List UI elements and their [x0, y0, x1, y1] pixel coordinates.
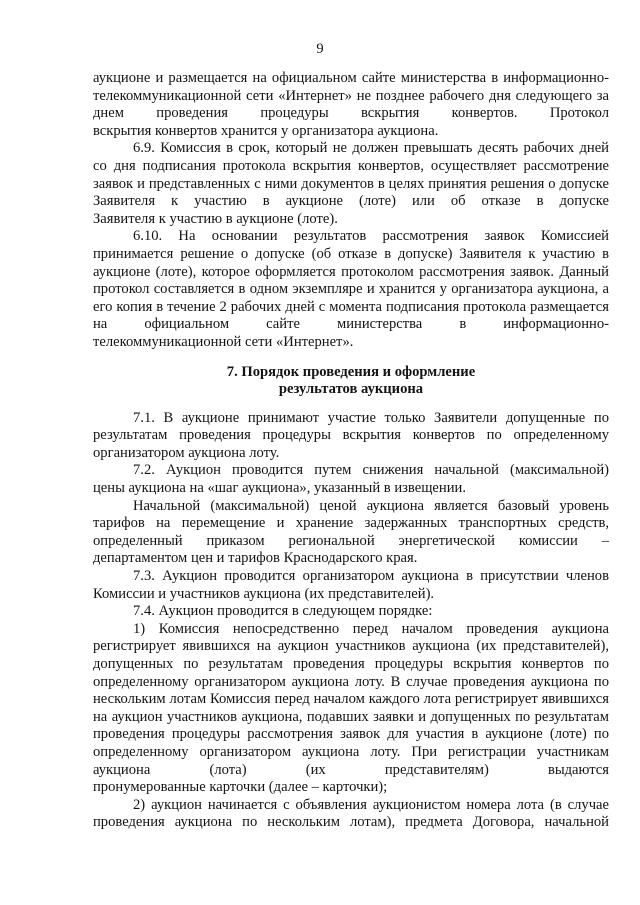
paragraph-text: телекоммуникационной сети «Интернет». — [93, 333, 354, 350]
paragraph-text: 7.4. Аукцион проводится в следующем порядке: — [133, 603, 433, 620]
paragraph-7-3 — [93, 568, 609, 586]
paragraph-7-2-end — [93, 480, 609, 498]
paragraph-continuation-end — [93, 123, 609, 141]
paragraph-base-price — [93, 498, 609, 551]
paragraph-text: Начальной (максимальной) ценой аукциона является базовый уровень тарифов на перемещение и хранение задержанных транспортных средств, определенный приказом региональной энергетической комиссии – — [93, 497, 609, 549]
paragraph-7-3-end — [93, 586, 609, 604]
paragraph-item-2 — [93, 797, 609, 832]
paragraph-6-9-end — [93, 211, 609, 229]
paragraph-item-1-end — [93, 779, 609, 797]
paragraph-text: Заявителя к участию в аукционе (лоте). — [93, 210, 338, 227]
paragraph-text: 7.1. В аукционе принимают участие только Заявители допущенные по результатам проведения процедуры вскрытия конвертов по определенному — [93, 409, 609, 444]
paragraph-text: Комиссии и участников аукциона (их представителей). — [93, 585, 435, 602]
document-body — [93, 70, 609, 832]
section-heading — [93, 364, 609, 399]
paragraph-text: 2) аукцион начинается с объявления аукционистом номера лота (в случае проведения аукциона по нескольким лотам), предмета Договора, начальной — [93, 796, 609, 831]
paragraph-7-4 — [93, 603, 609, 621]
paragraph-text: 7.2. Аукцион проводится путем снижения начальной (максимальной) — [133, 462, 609, 479]
paragraph-text: 7.3. Аукцион проводится организатором аукциона в присутствии членов — [133, 568, 609, 585]
paragraph-item-1 — [93, 621, 609, 779]
paragraph-continuation — [93, 70, 609, 123]
paragraph-text: департаментом цен и тарифов Краснодарского края. — [93, 550, 418, 567]
paragraph-6-9 — [93, 140, 609, 210]
paragraph-text: 6.9. Комиссия в срок, который не должен превышать десять рабочих дней со дня подписания протокола вскрытия конвертов, осуществляет рассмотрение заявок и представленных с ними документов в целях принятия решения о допуске Заявителя к участию в аукционе (лоте) или об отказе в допуске — [93, 140, 609, 210]
section-heading-line1: 7. Порядок проведения и оформление — [226, 363, 476, 380]
paragraph-text: цены аукциона на «шаг аукциона», указанный в извещении. — [93, 480, 466, 497]
paragraph-6-10-end — [93, 334, 609, 352]
paragraph-text: аукционе и размещается на официальном сайте министерства в информационно-телекоммуникационной сети «Интернет» не позднее рабочего дня следующего за днем проведения процедуры вскрытия конвертов. Протокол — [93, 70, 609, 122]
paragraph-text: организатором аукциона лоту. — [93, 444, 280, 461]
paragraph-text: 6.10. На основании результатов рассмотрения заявок Комиссией принимается решение о допуске (об отказе в допуске) Заявителя к участию в аукционе (лоте), которое оформляется протоколом рассмотрения заявок. Данный протокол составляется в одном экземпляре и хранится у организатора аукциона, а его копия в течение 2 рабочих дней с момента подписания протокола размещается на официальном сайте министерства в информационно- — [93, 228, 609, 333]
section-heading-line2: результатов аукциона — [278, 381, 424, 398]
paragraph-text: пронумерованные карточки (далее – карточки); — [93, 779, 388, 796]
paragraph-text: вскрытия конвертов хранится у организатора аукциона. — [93, 122, 439, 139]
paragraph-7-2 — [93, 462, 609, 480]
page-number: 9 — [316, 41, 324, 57]
paragraph-base-price-end — [93, 550, 609, 568]
paragraph-7-1-end — [93, 445, 609, 463]
paragraph-7-1 — [93, 410, 609, 445]
paragraph-6-10 — [93, 228, 609, 334]
paragraph-text: 1) Комиссия непосредственно перед началом проведения аукциона регистрирует явившихся на аукцион участников аукциона (их представителей), допущенных по результатам проведения процедуры вскрытия конвертов по определенному организатором аукциона лоту. В случае проведения аукциона по нескольким лотам Комиссия перед началом каждого лота регистрирует явившихся на аукцион участников аукциона, подавших заявки и допущенных по результатам проведения процедуры рассмотрения заявок для участия в аукционе (лоте) по определенному организатором аукциона лоту. При регистрации участникам аукциона (лота) (их представителям) выдаются — [93, 620, 609, 778]
